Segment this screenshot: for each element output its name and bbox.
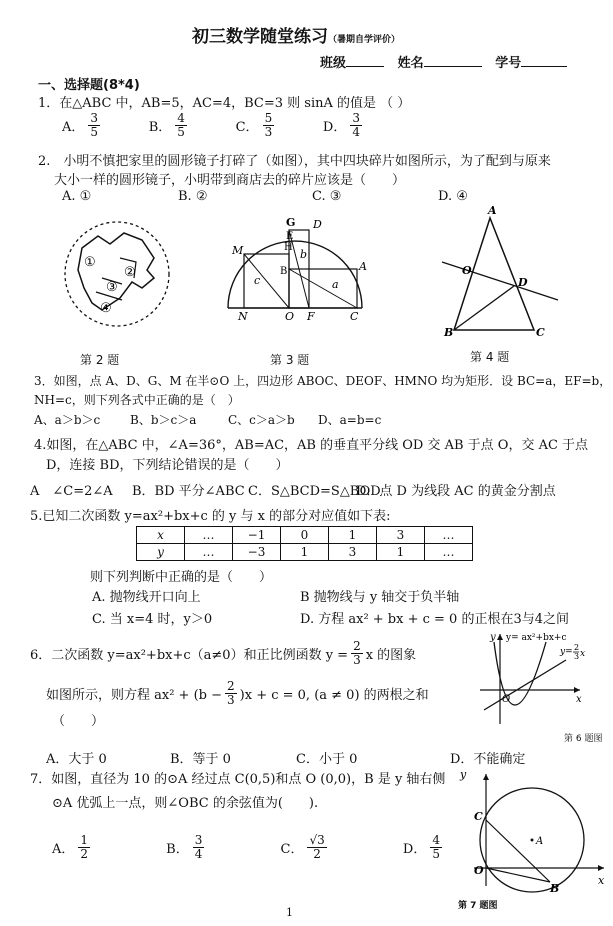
q3-option-d[interactable]: D、a=b=c [318,413,382,427]
q3-line2: NH=c，则下列各式中正确的是（ ） [34,393,240,407]
q4-line2: D，连接 BD，下列结论错误的是（ ） [46,458,289,473]
label-c-side: c [254,274,261,287]
student-info [320,52,567,71]
q4-option-c[interactable]: C．S△BCD=S△BOD [248,484,381,499]
label-a: A [359,260,367,273]
q7-option-b[interactable]: B． $\frac{3}{4}$ [166,833,203,861]
label-o: O [285,310,295,323]
segment-bd [454,286,514,330]
q5-value-table [136,526,473,561]
table-cell: −3 [233,544,281,561]
q2-option-a[interactable]: A. ① [62,189,92,204]
table-cell: 3 [329,544,377,561]
page-subtitle: （暑期自学评价） [328,35,401,45]
table-cell: 3 [377,527,425,544]
name-label: 姓名 [397,56,424,71]
segment-cb [486,820,550,882]
fragment-4-label: ④ [100,301,112,316]
fragment-3-label: ③ [106,280,118,295]
q5-prompt: 则下列判断中正确的是（ ） [90,570,273,585]
label-a: A [536,836,544,847]
figure-3-semicircle [222,214,372,324]
label-a-side: a [332,278,339,291]
q6-option-c[interactable]: C．小于 0 [296,752,358,767]
label-b: B [444,326,454,339]
label-c: C [474,810,483,823]
line-label-y: y= [560,647,573,657]
table-cell: … [185,544,233,561]
label-h: H [284,242,293,253]
table-cell: 1 [329,527,377,544]
table-cell: 0 [281,527,329,544]
q7-line1: 7．如图，直径为 10 的⊙A 经过点 C(0,5)和点 O (0,0)，B 是 y 轴右侧 [30,772,446,787]
label-d: D [313,218,322,231]
q2-line2: 大小一样的圆形镜子，小明带到商店去的碎片应该是（ ） [54,173,406,188]
table-cell: … [185,527,233,544]
q6-option-d[interactable]: D．不能确定 [450,752,526,767]
figure-7-circle [460,768,606,895]
q6-option-a[interactable]: A．大于 0 [46,752,107,767]
q5-option-d[interactable]: D. 方程 ax² + bx + c = 0 的正根在3与4之间 [300,612,570,627]
label-o: O [462,264,472,277]
q4-option-b[interactable]: B．BD 平分∠ABC [132,484,245,499]
table-cell: x [137,527,185,544]
q3-option-b[interactable]: B、b＞c＞a [130,413,197,427]
q1-stem: 1．在△ABC 中，AB=5，AC=4，BC=3 则 sinA 的值是 （ ） [38,96,411,111]
q3-option-a[interactable]: A、a＞b＞c [34,413,101,427]
q4-option-a[interactable]: A ∠C=2∠A [30,484,113,499]
name-blank[interactable] [424,66,482,67]
q5-option-c[interactable]: C. 当 x=4 时，y＞0 [92,612,213,627]
label-c: C [350,310,359,323]
caption-figure-6: 第 6 题图 [564,734,603,744]
caption-figure-2: 第 2 题 [80,353,120,367]
section-heading: 一、选择题(8*4) [38,78,140,93]
q6-line1: 6．二次函数 y=ax²+bx+c（a≠0）和正比例函数 y = $\frac{2}{3}$ x 的图象 [30,639,417,667]
q1-option-c[interactable]: C． $\frac{5}{3}$ [235,111,273,139]
caption-figure-7: 第 7 题图 [458,901,498,911]
q7-option-a[interactable]: A． $\frac{1}{2}$ [52,833,89,861]
diag-nh [244,254,289,308]
label-m: M [232,244,244,257]
table-cell: … [425,527,473,544]
y-axis-label: y [490,632,496,643]
q3-option-c[interactable]: C、c＞a＞b [228,413,295,427]
q2-option-d[interactable]: D. ④ [438,189,468,204]
label-n: N [238,310,248,323]
number-blank[interactable] [521,66,567,67]
figure-4-triangle [434,204,564,340]
q7-options [52,834,442,860]
q6-option-b[interactable]: B．等于 0 [170,752,231,767]
q6-line2: 如图所示，则方程 ax² + (b − $\frac{2}{3}$ )x + c = 0, (a ≠ 0) 的两根之和 [46,679,429,707]
q1-option-b[interactable]: B． $\frac{4}{5}$ [148,111,185,139]
q7-option-d[interactable]: D． $\frac{4}{5}$ [402,833,440,861]
q1-options [62,112,362,138]
page-title: 初三数学随堂练习（暑期自学评价） [192,27,401,47]
label-o: O [474,864,484,877]
figure-2-broken-mirror [62,218,172,330]
proportional-line [484,660,566,710]
label-b-side: b [300,248,308,261]
label-b: B [550,882,560,895]
segment-ob [486,868,550,882]
page-number: 1 [286,906,293,919]
q7-line2: ⊙A 优弧上一点，则∠OBC 的余弦值为( ). [52,796,319,811]
diag-bc [289,269,357,308]
label-c: C [536,326,545,339]
figure-6-graph [470,628,590,728]
table-cell: 1 [377,544,425,561]
q2-line1: 2. 小明不慎把家里的圆形镜子打碎了（如图），其中四块碎片如图所示，为了配到与原来 [38,154,551,169]
class-label: 班级 [320,56,347,71]
line-label-den: 3 [574,652,580,661]
label-g: G [286,216,296,229]
q2-option-c[interactable]: C. ③ [312,189,342,204]
perpendicular-bisector-od [442,262,558,300]
line-label-x: x [580,649,586,659]
parabola-label: y= ax²+bx+c [506,633,567,643]
q4-line1: 4.如图，在△ABC 中，∠A=36°，AB=AC，AB 的垂直平分线 OD 交 AB 于点 O，交 AC 于点 [34,438,589,453]
q2-option-b[interactable]: B. ② [178,189,208,204]
fragment-2-label: ② [124,265,136,280]
table-cell: y [137,544,185,561]
label-a: A [488,204,497,217]
q1-option-a[interactable]: A． $\frac{3}{5}$ [62,111,99,139]
line-label-num: 2 [574,643,580,652]
table-cell: … [425,544,473,561]
fragment-1-label: ① [84,255,96,270]
caption-figure-4: 第 4 题 [470,350,510,364]
label-b: B [280,266,288,277]
table-row-y [137,544,473,561]
table-cell: −1 [233,527,281,544]
table-cell: 1 [281,544,329,561]
label-f: F [307,310,315,323]
label-e: E [286,231,294,242]
y-axis-label: y [460,768,467,781]
x-axis-arrow [598,865,604,871]
x-axis-arrow [574,687,580,693]
q3-line1: 3．如图，点 A、D、G、M 在半⊙O 上，四边形 ABOC、DEOF、HMNO 均为矩形．设 BC=a，EF=b， [34,374,612,388]
q6-line3: （ ） [52,714,105,729]
x-axis-label: x [576,694,582,705]
q4-option-d[interactable]: D．点 D 为线段 AC 的黄金分割点 [356,484,556,499]
y-axis-arrow [483,774,489,780]
q5-stem: 5.已知二次函数 y=ax²+bx+c 的 y 与 x 的部分对应值如下表: [30,509,391,524]
label-d: D [518,276,528,289]
origin-label: O [502,694,511,705]
q7-option-c[interactable]: C． $\frac{√3}{2}$ [280,833,325,861]
semicircle-arc [228,241,362,308]
q1-option-d[interactable]: D． $\frac{3}{4}$ [322,111,360,139]
q5-option-a[interactable]: A. 抛物线开口向上 [92,590,201,605]
x-axis-label: x [598,874,605,887]
class-blank[interactable] [346,66,384,67]
number-label: 学号 [495,56,522,71]
q5-option-b[interactable]: B 抛物线与 y 轴交于负半轴 [300,590,460,605]
y-axis-arrow [497,634,503,640]
center-point [531,839,534,842]
table-row-x [137,527,473,544]
caption-figure-3: 第 3 题 [270,353,310,367]
